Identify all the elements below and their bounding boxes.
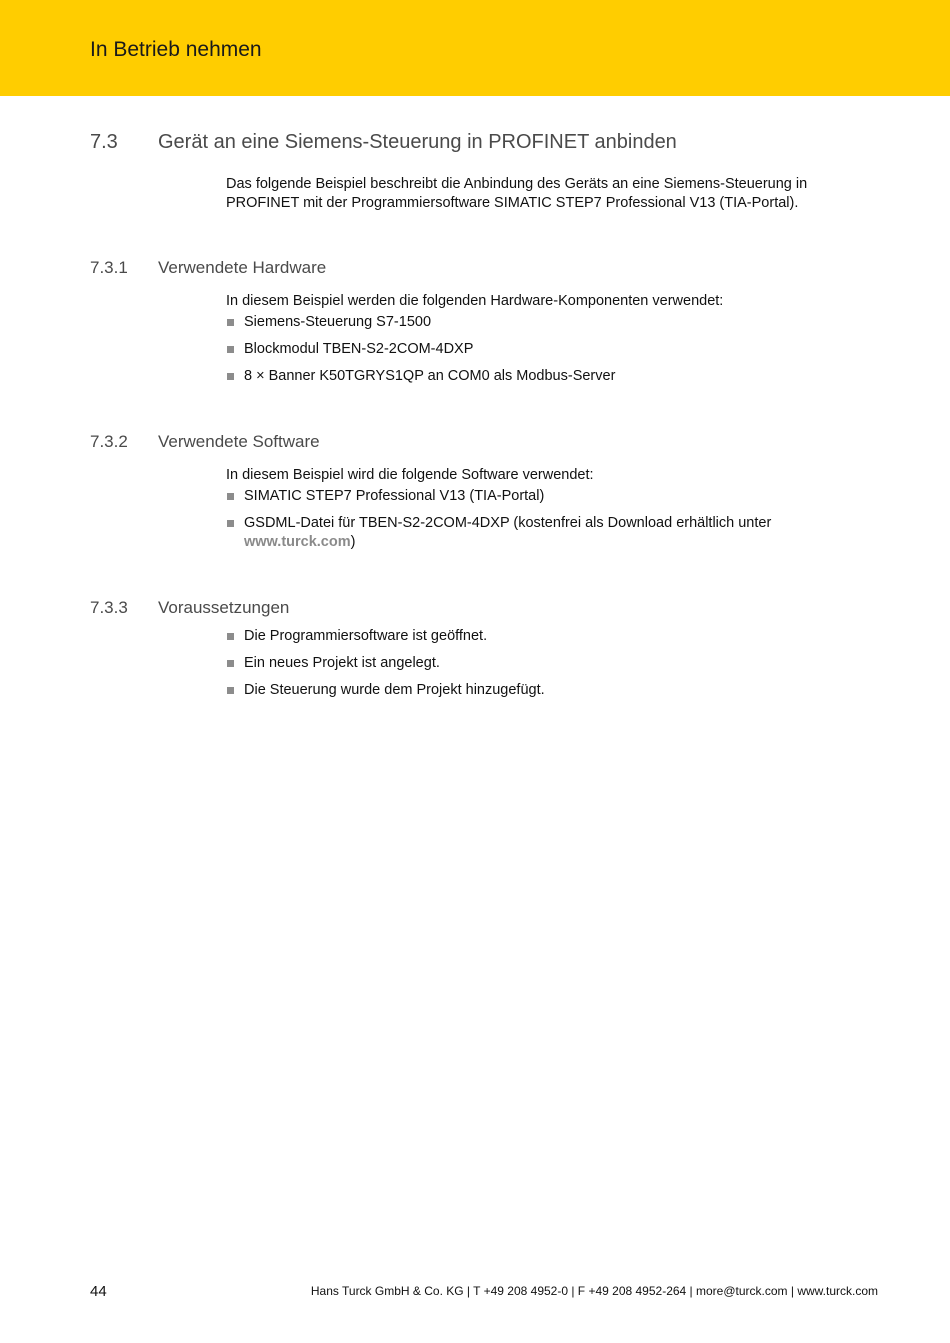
list-item: Die Steuerung wurde dem Projekt hinzugefügt. xyxy=(226,681,866,700)
bullet-square-icon xyxy=(227,373,234,380)
bullet-square-icon xyxy=(227,660,234,667)
list-item: Siemens-Steuerung S7-1500 xyxy=(226,313,866,332)
section-number: 7.3.3 xyxy=(90,598,128,617)
bullet-square-icon xyxy=(227,633,234,640)
section-number: 7.3.1 xyxy=(90,258,128,277)
list-item: GSDML-Datei für TBEN-S2-2COM-4DXP (kostenfrei als Download erhältlich unter www.turck.com) xyxy=(226,514,866,552)
list-item: Ein neues Projekt ist angelegt. xyxy=(226,654,866,673)
section-title: Voraussetzungen xyxy=(158,598,290,617)
list-item: Blockmodul TBEN-S2-2COM-4DXP xyxy=(226,340,866,359)
section-title: Verwendete Software xyxy=(158,432,320,451)
section-intro: In diesem Beispiel wird die folgende Software verwendet: xyxy=(226,467,594,483)
list-item: SIMATIC STEP7 Professional V13 (TIA-Portal) xyxy=(226,487,866,506)
prerequisites-list xyxy=(226,627,866,700)
section-number: 7.3.2 xyxy=(90,432,128,451)
section-7-3-body xyxy=(226,175,866,213)
section-7-3-3-body xyxy=(226,627,866,708)
section-number: 7.3 xyxy=(90,131,118,153)
bullet-square-icon xyxy=(227,319,234,326)
turck-website-link[interactable]: www.turck.com xyxy=(244,534,351,550)
section-intro: In diesem Beispiel werden die folgenden Hardware-Komponenten verwendet: xyxy=(226,293,724,309)
section-intro: Das folgende Beispiel beschreibt die Anbindung des Geräts an eine Siemens-Steuerung in PROFINET mit der Programmiersoftware SIMATIC STEP7 Professional V13 (TIA-Portal). xyxy=(226,176,808,211)
list-item: 8 × Banner K50TGRYS1QP an COM0 als Modbus-Server xyxy=(226,367,866,386)
list-item: Die Programmiersoftware ist geöffnet. xyxy=(226,627,866,646)
software-list xyxy=(226,487,866,552)
section-title: Gerät an eine Siemens-Steuerung in PROFINET anbinden xyxy=(158,131,677,153)
bullet-square-icon xyxy=(227,687,234,694)
section-7-3-1-body xyxy=(226,292,866,394)
section-title: Verwendete Hardware xyxy=(158,258,327,277)
bullet-square-icon xyxy=(227,520,234,527)
section-7-3-2-body xyxy=(226,466,866,560)
chapter-title: In Betrieb nehmen xyxy=(90,38,262,61)
page-number: 44 xyxy=(90,1283,107,1300)
footer-company-info: Hans Turck GmbH & Co. KG | T +49 208 4952-0 | F +49 208 4952-264 | more@turck.com | www.turck.com xyxy=(310,1284,878,1298)
hardware-list xyxy=(226,313,866,386)
bullet-square-icon xyxy=(227,493,234,500)
bullet-square-icon xyxy=(227,346,234,353)
